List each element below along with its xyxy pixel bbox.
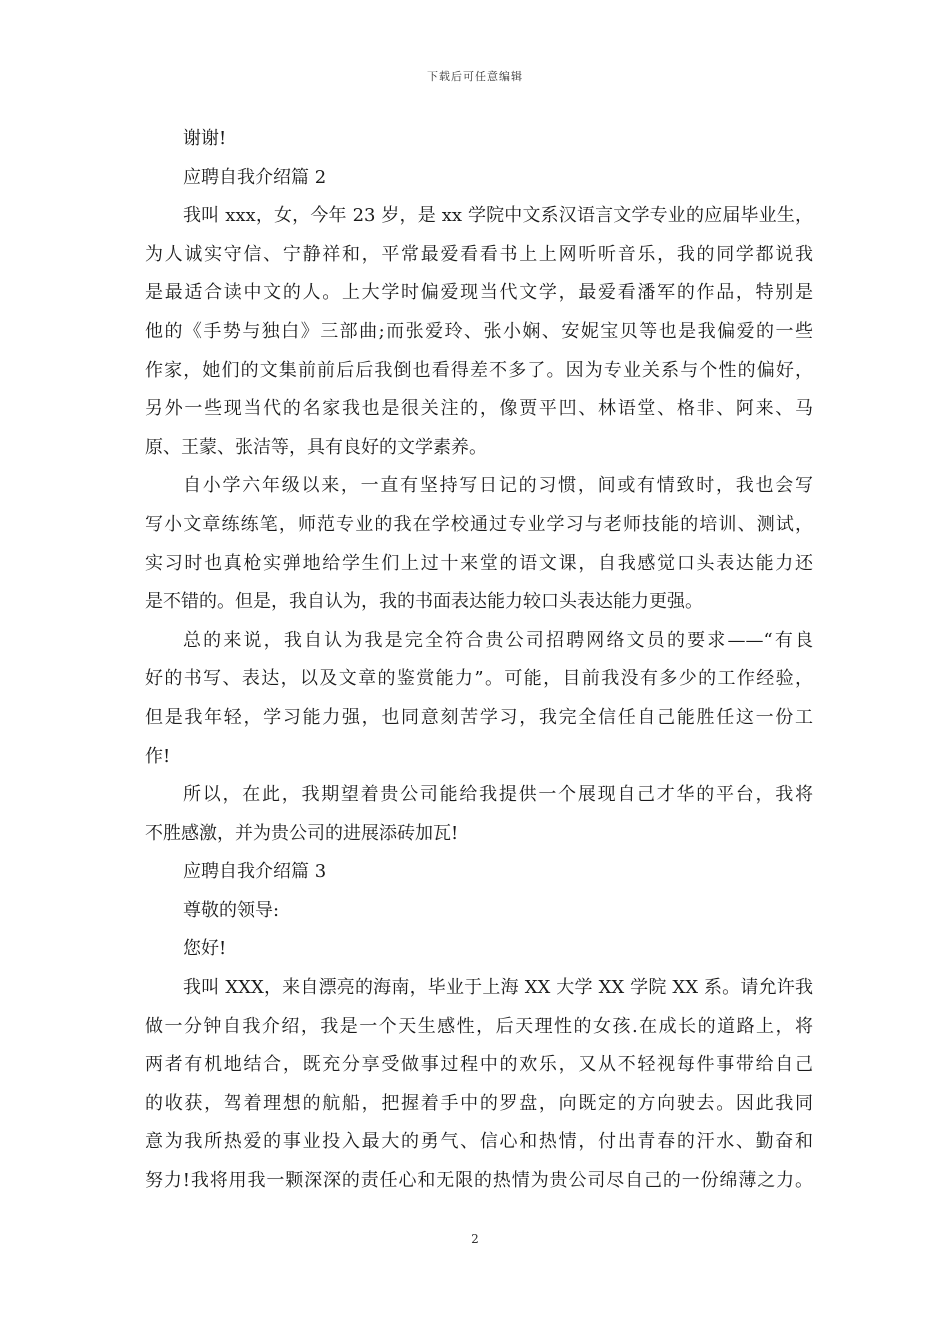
text-line: 他的《手势与独白》三部曲;而张爱玲、张小娴、安妮宝贝等也是我偏爱的一些 <box>145 320 813 342</box>
text-line: 为人诚实守信、宁静祥和，平常最爱看看书上上网听听音乐，我的同学都说我 <box>145 243 813 265</box>
text-line: 好的书写、表达，以及文章的鉴赏能力”。可能，目前我没有多少的工作经验， <box>145 668 813 690</box>
text-line: 我叫 xxx，女，今年 23 岁，是 xx 学院中文系汉语言文学专业的应届毕业生， <box>183 205 813 227</box>
text-line: 尊敬的领导: <box>183 899 280 921</box>
document-body <box>145 120 813 1201</box>
text-line: 谢谢! <box>183 128 227 149</box>
text-line: 您好! <box>183 938 227 960</box>
text-line: 应聘自我介绍篇 2 <box>183 166 327 188</box>
text-line: 另外一些现当代的名家我也是很关注的，像贾平凹、林语堂、格非、阿来、马 <box>145 398 813 420</box>
text-line: 不胜感激，并为贵公司的进展添砖加瓦! <box>145 822 459 844</box>
page-number: 2 <box>471 1232 479 1246</box>
text-line: 作家，她们的文集前前后后我倒也看得差不多了。因为专业关系与个性的偏好， <box>145 359 813 381</box>
text-line: 是最适合读中文的人。上大学时偏爱现当代文学，最爱看潘军的作品，特别是 <box>145 282 813 304</box>
text-line: 总的来说，我自认为我是完全符合贵公司招聘网络文员的要求——“有良 <box>183 629 813 651</box>
text-line: 意为我所热爱的事业投入最大的勇气、信心和热情，付出青春的汗水、勤奋和 <box>145 1131 813 1153</box>
text-line: 两者有机地结合，既充分享受做事过程中的欢乐，又从不轻视每件事带给自己 <box>145 1054 813 1076</box>
text-line: 原、王蒙、张洁等，具有良好的文学素养。 <box>145 436 487 458</box>
page-header: 下载后可任意编辑 <box>427 70 523 83</box>
text-line: 努力!我将用我一颗深深的责任心和无限的热情为贵公司尽自己的一份绵薄之力。 <box>145 1170 813 1192</box>
text-line: 做一分钟自我介绍，我是一个天生感性，后天理性的女孩.在成长的道路上，将 <box>145 1015 813 1037</box>
text-line: 写小文章练练笔，师范专业的我在学校通过专业学习与老师技能的培训、测试， <box>145 513 813 535</box>
text-line: 实习时也真枪实弹地给学生们上过十来堂的语文课，自我感觉口头表达能力还 <box>145 552 813 574</box>
text-line: 但是我年轻，学习能力强，也同意刻苦学习，我完全信任自己能胜任这一份工 <box>145 706 813 728</box>
text-line: 所以，在此，我期望着贵公司能给我提供一个展现自己才华的平台，我将 <box>183 784 813 806</box>
text-line: 我叫 XXX，来自漂亮的海南，毕业于上海 XX 大学 XX 学院 XX 系。请允许我 <box>183 977 813 999</box>
text-line: 自小学六年级以来，一直有坚持写日记的习惯，间或有情致时，我也会写 <box>183 475 813 497</box>
text-line: 应聘自我介绍篇 3 <box>183 861 327 883</box>
text-line: 是不错的。但是，我自认为，我的书面表达能力较口头表达能力更强。 <box>145 591 703 613</box>
text-line: 的收获，驾着理想的航船，把握着手中的罗盘，向既定的方向驶去。因此我同 <box>145 1092 813 1114</box>
text-line: 作! <box>145 745 171 767</box>
